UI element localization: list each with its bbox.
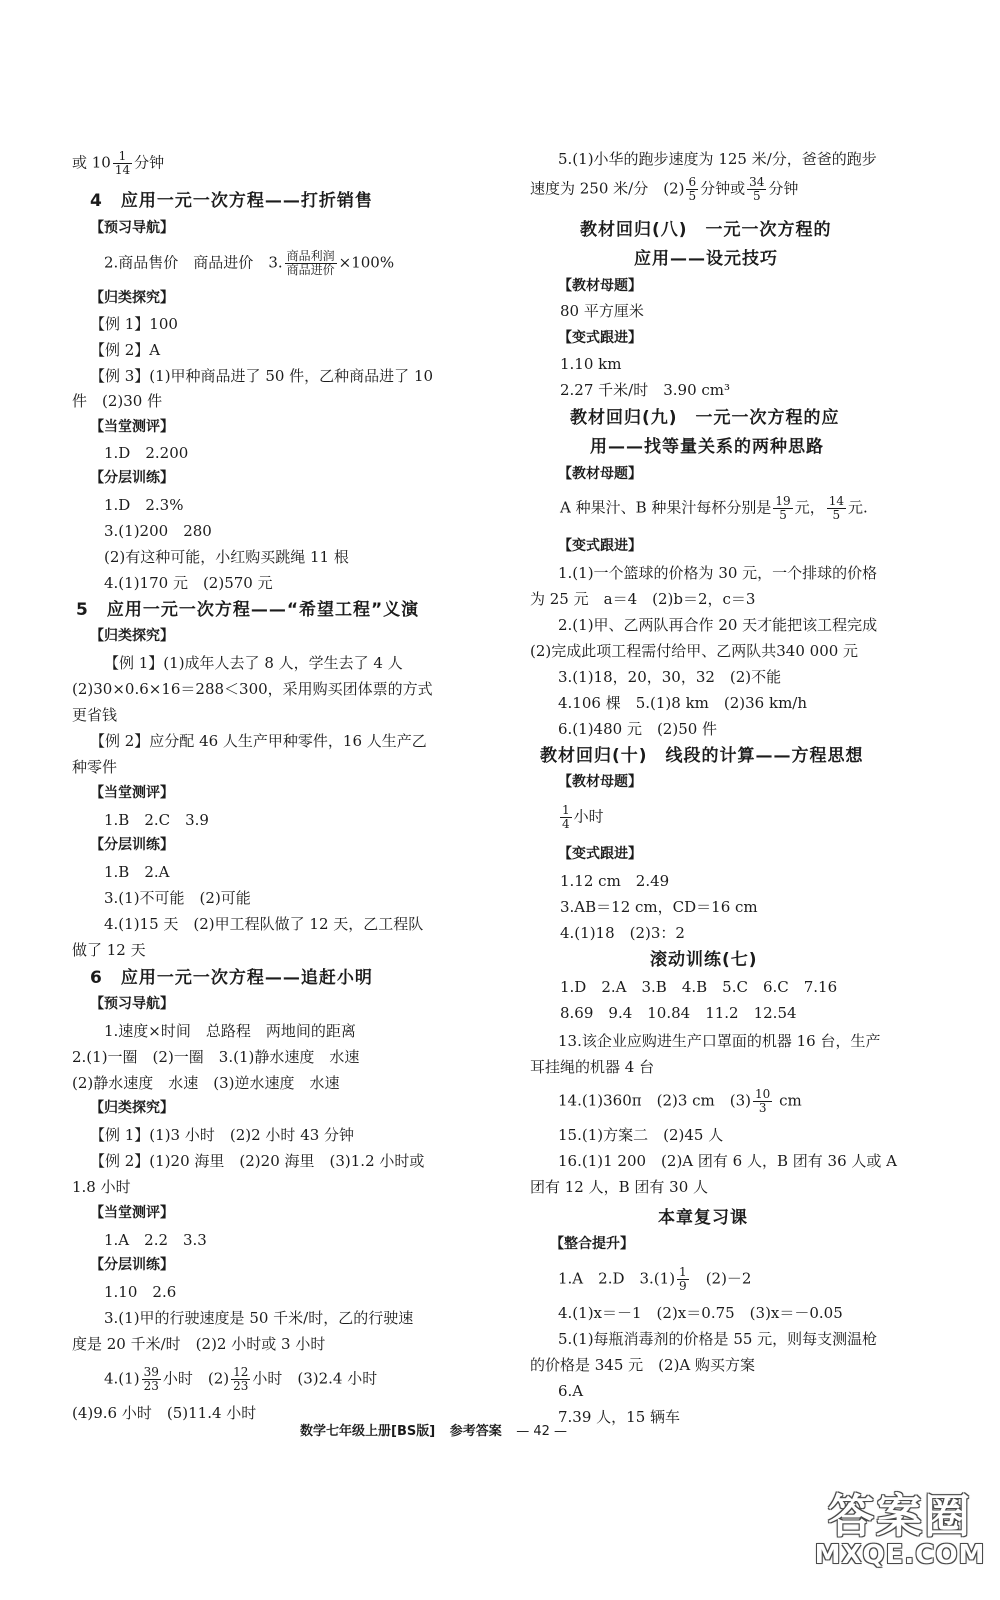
fraction: $\frac{1}{9}$: [679, 1265, 687, 1293]
subsection-tag: 【预习导航】: [90, 220, 174, 236]
answer-line: 4.(1)x＝－1 (2)x＝0.75 (3)x＝－0.05: [558, 1304, 843, 1322]
answer-line: 3.(1)不可能 (2)可能: [104, 889, 251, 907]
watermark-logo: [810, 1480, 990, 1590]
section-heading: 用——找等量关系的两种思路: [590, 437, 824, 457]
subsection-tag: 【教材母题】: [558, 774, 642, 790]
section-heading: 4 应用一元一次方程——打折销售: [90, 191, 373, 211]
answer-line: 4.106 棵 5.(1)8 km (2)36 km/h: [558, 694, 808, 712]
answer-line: 3.(1)甲的行驶速度是 50 千米/时，乙的行驶速: [104, 1309, 414, 1327]
section-heading: 教材回归(八) 一元一次方程的: [580, 220, 832, 240]
answer-line: 为 25 元 a＝4 (2)b＝2，c＝3: [530, 590, 756, 608]
page-number: — 42 —: [516, 1424, 568, 1439]
answer-line: 1.D 2.200: [104, 444, 189, 462]
answer-line: 1.12 cm 2.49: [560, 872, 670, 890]
section-heading: 5 应用一元一次方程——“希望工程”义演: [76, 600, 420, 620]
subsection-tag: 【分层训练】: [90, 470, 174, 486]
watermark-cn-text: 答案圈: [828, 1489, 972, 1543]
watermark-en-text: MXQE.COM: [814, 1540, 986, 1570]
subsection-tag: 【变式跟进】: [558, 846, 642, 862]
answer-line: 14.(1)360π (2)3 cm (3) $\frac{10}{3}$ cm: [558, 1087, 802, 1115]
footer-section: 参考答案: [449, 1424, 502, 1439]
fraction: $\frac{\text{商品利润}}{\text{商品进价}}$: [286, 249, 335, 277]
answer-line: (4)9.6 小时 (5)11.4 小时: [72, 1404, 257, 1422]
subsection-tag: 【归类探究】: [90, 290, 174, 306]
subsection-tag: 【分层训练】: [90, 837, 174, 853]
answer-line: 2.(1)一圈 (2)一圈 3.(1)静水速度 水速: [72, 1048, 360, 1066]
answer-line: 8.69 9.4 10.84 11.2 12.54: [560, 1004, 797, 1022]
answer-line: 耳挂绳的机器 4 台: [530, 1058, 655, 1076]
answer-line: 2.(1)甲、乙两队再合作 20 天才能把该工程完成: [558, 616, 878, 634]
fraction: $\frac{1}{14}$: [114, 149, 131, 177]
answer-line: 7.39 人，15 辆车: [558, 1408, 681, 1426]
answer-line: 做了 12 天: [72, 941, 146, 959]
answer-line: 【例 1】100: [90, 315, 178, 333]
answer-line: 度是 20 千米/时 (2)2 小时或 3 小时: [72, 1335, 326, 1353]
section-heading: 教材回归(九) 一元一次方程的应: [570, 408, 840, 428]
fraction: $\frac{10}{3}$: [755, 1087, 771, 1115]
section-heading: 6 应用一元一次方程——追赶小明: [90, 968, 373, 988]
answer-line: 15.(1)方案二 (2)45 人: [558, 1126, 724, 1144]
section-heading: 滚动训练(七): [650, 950, 758, 970]
answer-line: 或 10 $\frac{1}{14}$ 分钟: [72, 149, 165, 177]
fraction: $\frac{6}{5}$: [688, 175, 697, 203]
fraction: $\frac{12}{23}$: [233, 1365, 249, 1393]
answer-line: 80 平方厘米: [560, 302, 644, 320]
page-footer: [300, 1420, 577, 1439]
section-heading: 本章复习课: [658, 1208, 748, 1228]
fraction: $\frac{1}{4}$: [562, 803, 570, 831]
answer-line: (2)有这种可能，小红购买跳绳 11 根: [104, 548, 349, 566]
answer-line: 1.B 2.C 3.9: [104, 811, 209, 829]
subsection-tag: 【变式跟进】: [558, 538, 642, 554]
subsection-tag: 【当堂测评】: [90, 1205, 174, 1221]
answer-line: 【例 1】(1)成年人去了 8 人，学生去了 4 人: [104, 654, 403, 672]
answer-line: 1.A 2.D 3.(1) $\frac{1}{9}$ (2)－2: [558, 1265, 752, 1293]
answer-line: 16.(1)1 200 (2)A 团有 6 人，B 团有 36 人或 A: [558, 1152, 897, 1170]
answer-line: (2)30×0.6×16＝288＜300，采用购买团体票的方式: [72, 680, 433, 698]
answer-line: 更省钱: [72, 706, 118, 724]
answer-line: 1.D 2.3%: [104, 496, 184, 514]
answer-line: 速度为 250 米/分 (2) $\frac{6}{5}$ 分钟或 $\frac{34}{5}$ 分钟: [530, 175, 799, 203]
answer-line: 1.B 2.A: [104, 863, 170, 881]
section-heading: 应用——设元技巧: [634, 249, 778, 269]
answer-line: (2)完成此项工程需付给甲、乙两队共340 000 元: [530, 642, 859, 660]
subsection-tag: 【分层训练】: [90, 1257, 174, 1273]
subsection-tag: 【预习导航】: [90, 996, 174, 1012]
answer-line: 1.(1)一个篮球的价格为 30 元，一个排球的价格: [558, 564, 878, 582]
answer-line: $\frac{1}{4}$ 小时: [562, 803, 604, 831]
answer-line: 1.A 2.2 3.3: [104, 1231, 207, 1249]
answer-line: 【例 3】(1)甲种商品进了 50 件，乙种商品进了 10: [90, 367, 434, 385]
subsection-tag: 【整合提升】: [550, 1236, 634, 1252]
answer-line: 1.速度×时间 总路程 两地间的距离: [104, 1022, 356, 1040]
fraction: $\frac{34}{5}$: [749, 175, 765, 203]
subsection-tag: 【教材母题】: [558, 466, 642, 482]
answer-line: 4.(1) $\frac{39}{23}$ 小时 (2) $\frac{12}{23}$ 小时 (3)2.4 小时: [104, 1365, 378, 1393]
answer-line: 6.A: [558, 1382, 584, 1400]
answer-line: 【例 2】A: [90, 341, 161, 359]
answer-line: 13.该企业应购进生产口罩面的机器 16 台，生产: [558, 1032, 881, 1050]
answer-line: 5.(1)每瓶消毒剂的价格是 55 元，则每支测温枪: [558, 1330, 878, 1348]
answer-line: 6.(1)480 元 (2)50 件: [558, 720, 718, 738]
subsection-tag: 【归类探究】: [90, 1100, 174, 1116]
footer-book-title: 数学七年级上册[BS版]: [300, 1424, 436, 1439]
answer-line: 的价格是 345 元 (2)A 购买方案: [530, 1356, 756, 1374]
fraction: $\frac{14}{5}$: [828, 494, 844, 522]
answer-line: A 种果汁、B 种果汁每杯分别是 $\frac{19}{5}$ 元， $\frac{14}{5}$ 元.: [560, 494, 868, 522]
fraction: $\frac{19}{5}$: [775, 494, 791, 522]
subsection-tag: 【当堂测评】: [90, 785, 174, 801]
subsection-tag: 【归类探究】: [90, 628, 174, 644]
answer-line: 1.D 2.A 3.B 4.B 5.C 6.C 7.16: [560, 978, 838, 996]
answer-line: 4.(1)15 天 (2)甲工程队做了 12 天，乙工程队: [104, 915, 424, 933]
answer-line: 2.27 千米/时 3.90 cm³: [560, 381, 731, 399]
answer-line: 【例 2】(1)20 海里 (2)20 海里 (3)1.2 小时或: [90, 1152, 425, 1170]
answer-line: 【例 2】应分配 46 人生产甲种零件，16 人生产乙: [90, 732, 427, 750]
answer-line: 2.商品售价 商品进价 3. $\frac{\text{商品利润}}{\text{商品进价}}$ ×100%: [104, 249, 395, 277]
subsection-tag: 【教材母题】: [558, 278, 642, 294]
answer-line: 3.(1)18，20，30，32 (2)不能: [558, 668, 782, 686]
answer-line: 种零件: [72, 758, 118, 776]
answer-line: 1.10 2.6: [104, 1283, 177, 1301]
answer-line: 团有 12 人，B 团有 30 人: [530, 1178, 709, 1196]
answer-line: 4.(1)18 (2)3：2: [560, 924, 685, 942]
answer-line: 1.8 小时: [72, 1178, 131, 1196]
answer-line: 5.(1)小华的跑步速度为 125 米/分，爸爸的跑步: [558, 150, 877, 168]
answer-line: (2)静水速度 水速 (3)逆水速度 水速: [72, 1074, 340, 1092]
answer-line: 1.10 km: [560, 355, 622, 373]
answer-line: 件 (2)30 件: [72, 392, 163, 410]
subsection-tag: 【变式跟进】: [558, 330, 642, 346]
subsection-tag: 【当堂测评】: [90, 419, 174, 435]
answer-line: 【例 1】(1)3 小时 (2)2 小时 43 分钟: [90, 1126, 355, 1144]
section-heading: 教材回归(十) 线段的计算——方程思想: [540, 746, 864, 766]
answer-line: 3.AB＝12 cm，CD＝16 cm: [560, 898, 758, 916]
answer-line: 3.(1)200 280: [104, 522, 212, 540]
fraction: $\frac{39}{23}$: [143, 1365, 159, 1393]
answer-line: 4.(1)170 元 (2)570 元: [104, 574, 273, 592]
